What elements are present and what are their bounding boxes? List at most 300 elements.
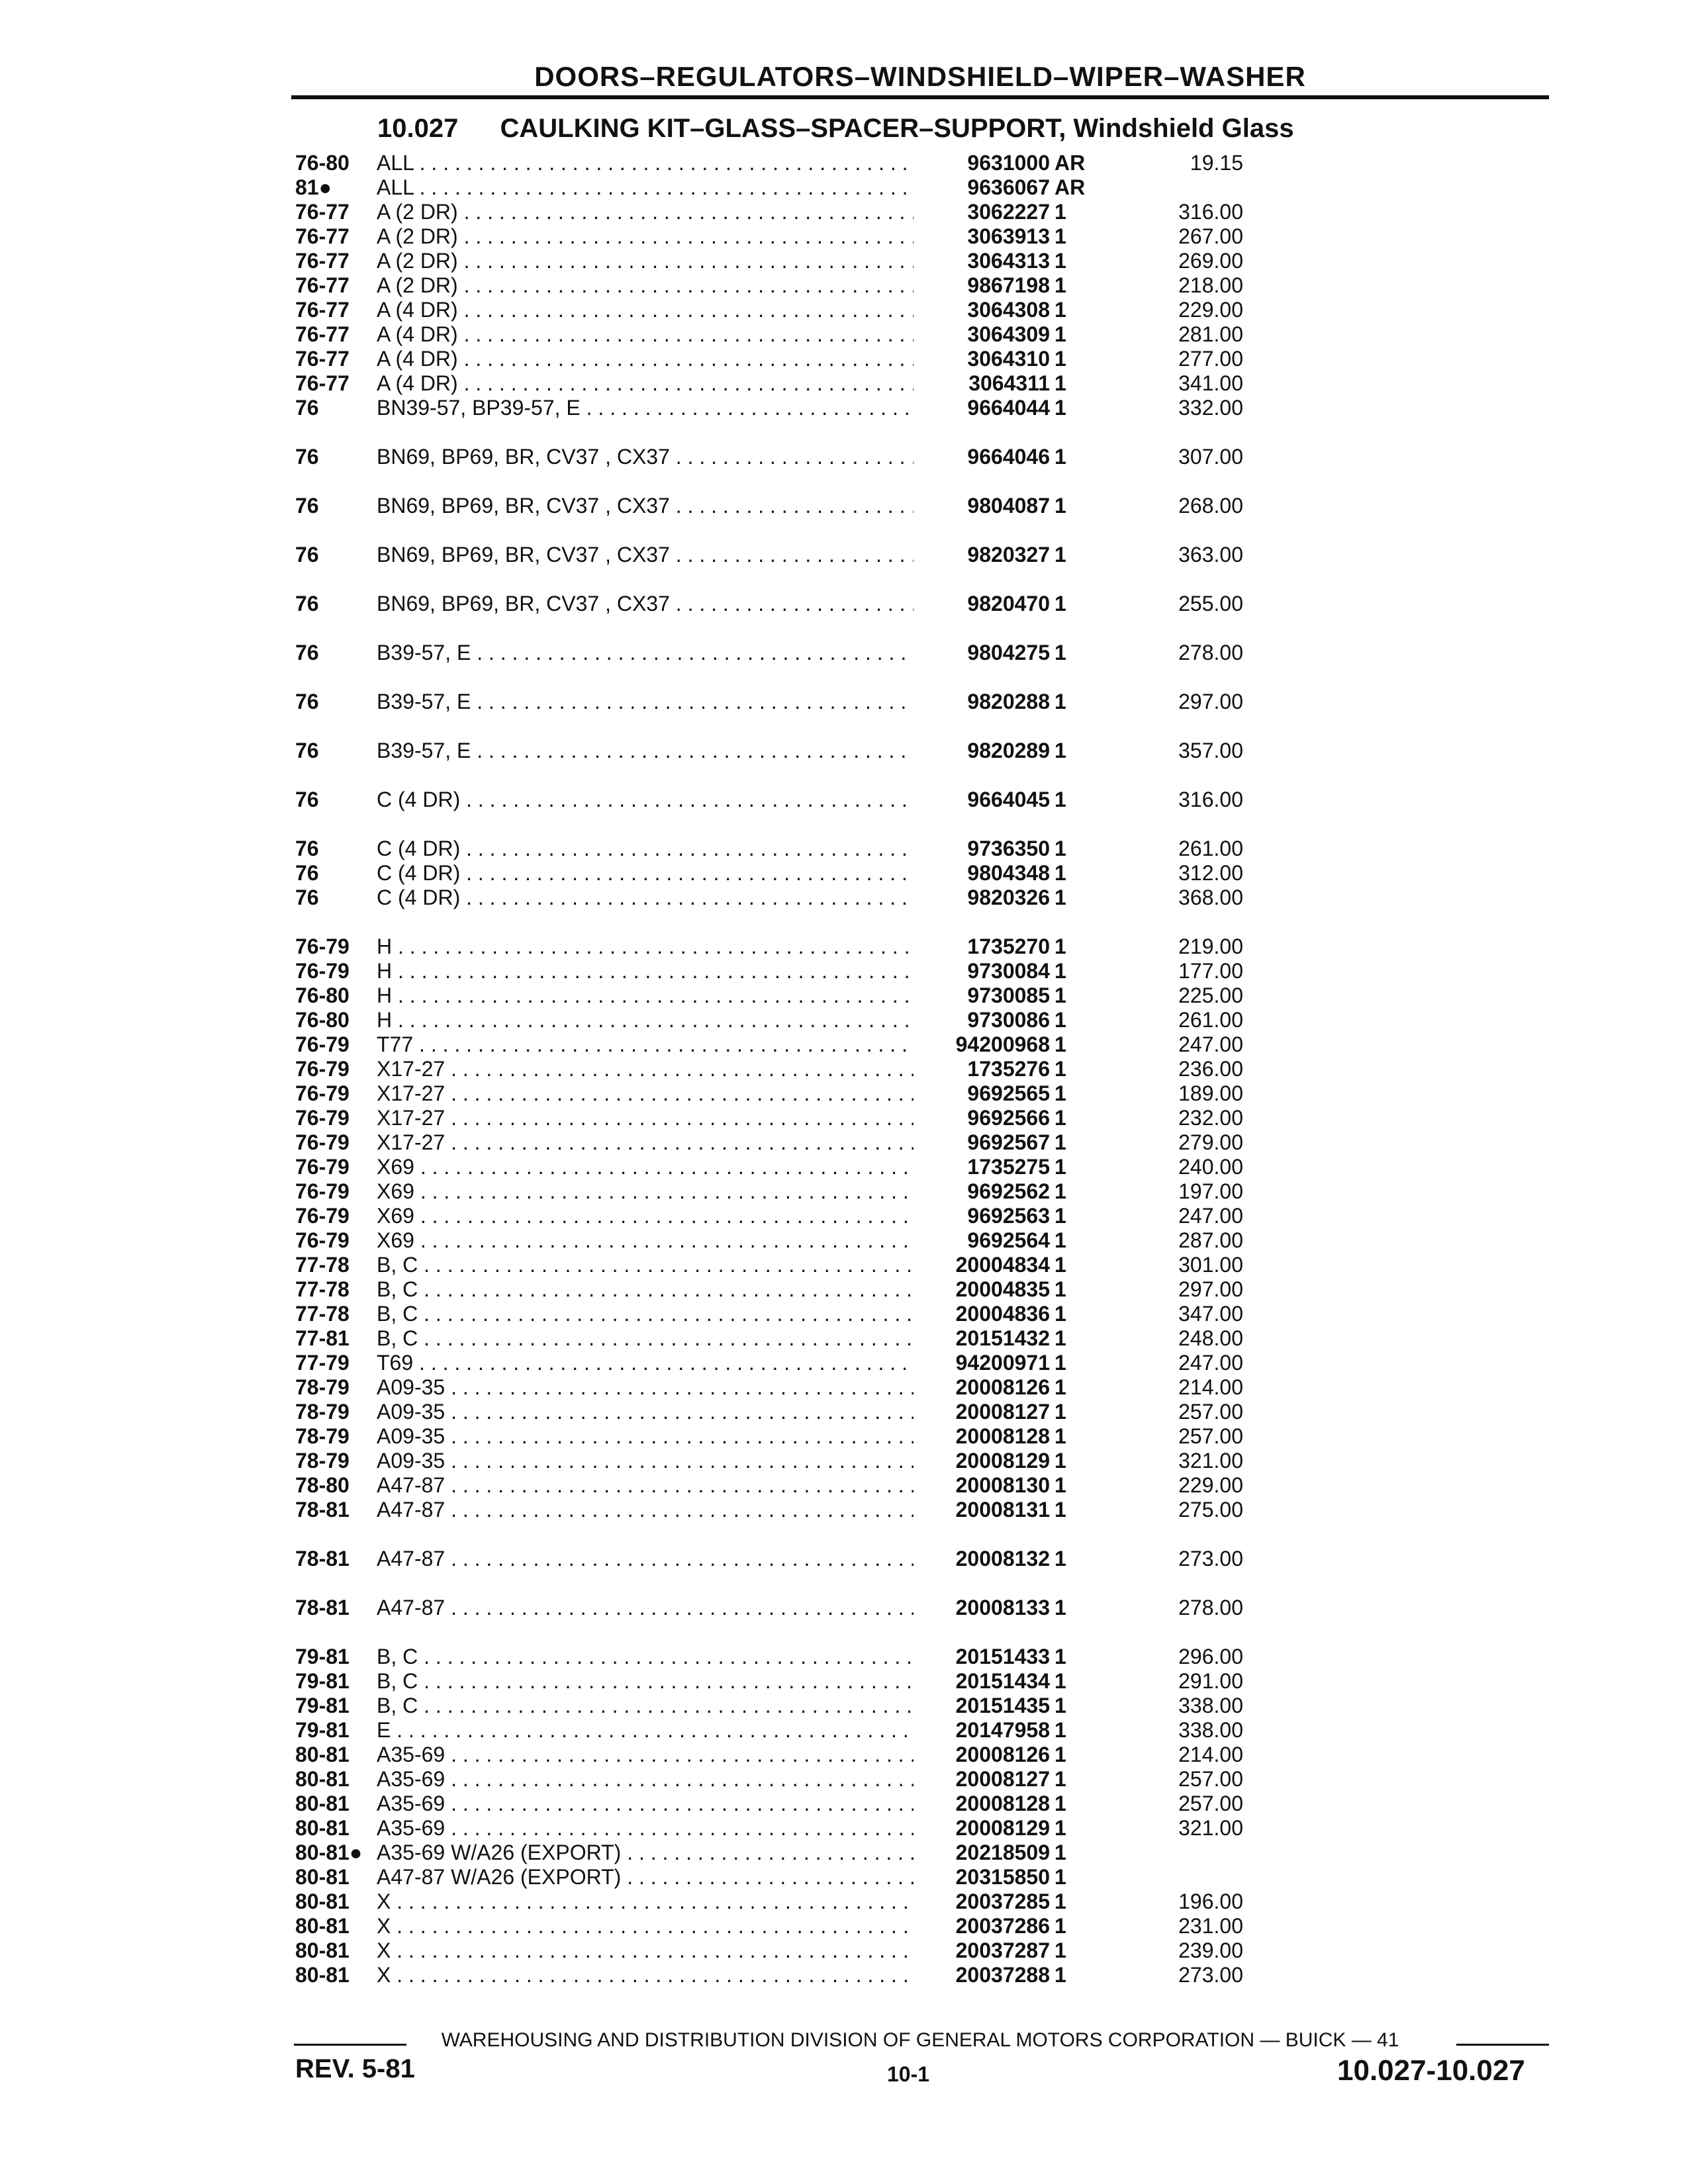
quantity: 1 — [1055, 543, 1066, 567]
year-range: 78-81 — [295, 1547, 350, 1570]
year-range: 76-79 — [295, 1032, 350, 1056]
quantity: 1 — [1055, 249, 1066, 273]
table-row — [295, 1767, 1553, 1792]
price: 231.00 — [1178, 1914, 1243, 1938]
model-code: A47-87 W/A26 (EXPORT) . . . — [377, 1865, 1017, 1889]
quantity: 1 — [1055, 1277, 1066, 1301]
model-code: A (2 DR) . . . — [377, 224, 1017, 249]
year-range: 79-81 — [295, 1669, 350, 1693]
model-code: A35-69 W/A26 (EXPORT) . . . — [377, 1841, 1017, 1865]
quantity: 1 — [1055, 592, 1066, 615]
year-range: 78-79 — [295, 1424, 350, 1448]
part-number: 9730085 — [914, 983, 1050, 1008]
year-range: 77-79 — [295, 1351, 350, 1375]
quantity: 1 — [1055, 1057, 1066, 1081]
model-code: A35-69 . . . — [377, 1767, 1017, 1792]
part-number: 20008127 — [914, 1400, 1050, 1424]
quantity: 1 — [1055, 1400, 1066, 1424]
year-range: 78-79 — [295, 1400, 350, 1424]
price: 219.00 — [1178, 934, 1243, 958]
quantity: 1 — [1055, 371, 1066, 395]
table-row — [295, 1277, 1553, 1302]
quantity: 1 — [1055, 1889, 1066, 1913]
table-row — [295, 1130, 1553, 1155]
year-range: 76-79 — [295, 959, 350, 983]
part-number: 20008128 — [914, 1424, 1050, 1449]
table-row — [295, 445, 1553, 494]
part-number: 20004836 — [914, 1302, 1050, 1326]
model-code: H . . . — [377, 959, 1017, 983]
price: 247.00 — [1178, 1204, 1243, 1228]
quantity: 1 — [1055, 347, 1066, 371]
year-range: 76-80 — [295, 151, 350, 175]
part-number: 3064308 — [914, 298, 1050, 322]
model-code: X17-27 . . . — [377, 1081, 1017, 1106]
year-range: 76-80 — [295, 983, 350, 1007]
price: 279.00 — [1178, 1130, 1243, 1154]
part-number: 9820470 — [914, 592, 1050, 616]
model-code: A35-69 . . . — [377, 1816, 1017, 1841]
model-code: A35-69 . . . — [377, 1792, 1017, 1816]
table-row — [295, 1032, 1553, 1057]
quantity: 1 — [1055, 224, 1066, 248]
part-number: 20151434 — [914, 1669, 1050, 1694]
year-range: 79-81 — [295, 1645, 350, 1668]
quantity: 1 — [1055, 1155, 1066, 1179]
part-number: 20151432 — [914, 1326, 1050, 1351]
part-number: 9692565 — [914, 1081, 1050, 1106]
part-number: 1735275 — [914, 1155, 1050, 1179]
table-row — [295, 543, 1553, 592]
year-range: 76-77 — [295, 347, 350, 371]
model-code: H . . . — [377, 1008, 1017, 1032]
part-number: 20008132 — [914, 1547, 1050, 1571]
year-range: 76 — [295, 445, 319, 469]
price: 357.00 — [1178, 739, 1243, 762]
part-number: 9804087 — [914, 494, 1050, 518]
part-number: 94200968 — [914, 1032, 1050, 1057]
part-number: 20151433 — [914, 1645, 1050, 1669]
model-code: A (4 DR) . . . — [377, 347, 1017, 371]
year-range: 76 — [295, 592, 319, 615]
quantity: 1 — [1055, 1645, 1066, 1668]
model-code: A (2 DR) . . . — [377, 249, 1017, 273]
model-code: A35-69 . . . — [377, 1743, 1017, 1767]
part-number: 20037288 — [914, 1963, 1050, 1987]
year-range: 76-77 — [295, 249, 350, 273]
part-number: 9730084 — [914, 959, 1050, 983]
quantity: 1 — [1055, 886, 1066, 909]
model-code: BN69, BP69, BR, CV37 , CX37 . . . — [377, 543, 1017, 567]
model-code: T77 . . . — [377, 1032, 1017, 1057]
model-code: X69 . . . — [377, 1204, 1017, 1228]
part-number: 20008130 — [914, 1473, 1050, 1498]
price: 287.00 — [1178, 1228, 1243, 1252]
table-row — [295, 1302, 1553, 1326]
price: 229.00 — [1178, 1473, 1243, 1497]
table-row — [295, 886, 1553, 934]
quantity: 1 — [1055, 396, 1066, 420]
year-range: 80-81 — [295, 1938, 350, 1962]
year-range: 78-79 — [295, 1449, 350, 1473]
quantity: 1 — [1055, 837, 1066, 860]
model-code: A47-87 . . . — [377, 1547, 1017, 1571]
part-number: 9636067 — [914, 175, 1050, 200]
price: 273.00 — [1178, 1963, 1243, 1987]
quantity: AR — [1055, 175, 1086, 199]
quantity: 1 — [1055, 1302, 1066, 1326]
year-range: 76-79 — [295, 1081, 350, 1105]
table-row — [295, 273, 1553, 298]
header-rule — [291, 95, 1549, 99]
table-row — [295, 1057, 1553, 1081]
quantity: 1 — [1055, 322, 1066, 346]
model-code: A47-87 . . . — [377, 1473, 1017, 1498]
model-code: X17-27 . . . — [377, 1057, 1017, 1081]
model-code: B, C . . . — [377, 1669, 1017, 1694]
model-code: B, C . . . — [377, 1253, 1017, 1277]
quantity: 1 — [1055, 739, 1066, 762]
table-row — [295, 249, 1553, 273]
part-number: 3064310 — [914, 347, 1050, 371]
year-range: 76-79 — [295, 1179, 350, 1203]
price: 197.00 — [1178, 1179, 1243, 1203]
part-number: 20008126 — [914, 1743, 1050, 1767]
table-row — [295, 1326, 1553, 1351]
section-heading — [377, 114, 1294, 144]
table-row — [295, 739, 1553, 788]
model-code: A (4 DR) . . . — [377, 322, 1017, 347]
quantity: 1 — [1055, 1008, 1066, 1032]
year-range: 76-80 — [295, 1008, 350, 1032]
year-range: 76-79 — [295, 934, 350, 958]
table-row — [295, 983, 1553, 1008]
quantity: 1 — [1055, 1449, 1066, 1473]
price: 236.00 — [1178, 1057, 1243, 1081]
price: 321.00 — [1178, 1816, 1243, 1840]
model-code: C (4 DR) . . . — [377, 788, 1017, 812]
model-code: X17-27 . . . — [377, 1106, 1017, 1130]
model-code: C (4 DR) . . . — [377, 837, 1017, 861]
quantity: 1 — [1055, 1179, 1066, 1203]
price: 248.00 — [1178, 1326, 1243, 1350]
price: 239.00 — [1178, 1938, 1243, 1962]
price: 332.00 — [1178, 396, 1243, 420]
model-code: X69 . . . — [377, 1179, 1017, 1204]
year-range: 80-81● — [295, 1841, 363, 1864]
price: 247.00 — [1178, 1032, 1243, 1056]
model-code: X17-27 . . . — [377, 1130, 1017, 1155]
quantity: 1 — [1055, 1375, 1066, 1399]
table-row — [295, 1889, 1553, 1914]
footer-division: WAREHOUSING AND DISTRIBUTION DIVISION OF GENERAL MOTORS CORPORATION — BUICK — 41 — [441, 2029, 1399, 2051]
price: 312.00 — [1178, 861, 1243, 885]
model-code: A (4 DR) . . . — [377, 298, 1017, 322]
part-number: 94200971 — [914, 1351, 1050, 1375]
year-range: 79-81 — [295, 1718, 350, 1742]
quantity: 1 — [1055, 641, 1066, 664]
year-range: 77-78 — [295, 1277, 350, 1301]
price: 278.00 — [1178, 641, 1243, 664]
model-code: A (2 DR) . . . — [377, 273, 1017, 298]
price: 196.00 — [1178, 1889, 1243, 1913]
price: 257.00 — [1178, 1400, 1243, 1424]
page-header-title: DOORS–REGULATORS–WINDSHIELD–WIPER–WASHER — [534, 61, 1306, 92]
price: 261.00 — [1178, 1008, 1243, 1032]
table-row — [295, 861, 1553, 886]
quantity: 1 — [1055, 1816, 1066, 1840]
model-code: B39-57, E . . . — [377, 739, 1017, 763]
part-number: 1735276 — [914, 1057, 1050, 1081]
price: 297.00 — [1178, 1277, 1243, 1301]
part-number: 20151435 — [914, 1694, 1050, 1718]
table-row — [295, 1155, 1553, 1179]
model-code: A09-35 . . . — [377, 1424, 1017, 1449]
section-number: 10.027 — [377, 114, 459, 143]
part-number: 9664046 — [914, 445, 1050, 469]
price: 218.00 — [1178, 273, 1243, 297]
price: 316.00 — [1178, 788, 1243, 811]
year-range: 76 — [295, 788, 319, 811]
price: 277.00 — [1178, 347, 1243, 371]
quantity: 1 — [1055, 1718, 1066, 1742]
quantity: 1 — [1055, 1204, 1066, 1228]
part-number: 9804348 — [914, 861, 1050, 886]
table-row — [295, 1816, 1553, 1841]
model-code: ALL . . . — [377, 175, 1017, 200]
year-range: 76-77 — [295, 224, 350, 248]
price: 368.00 — [1178, 886, 1243, 909]
table-row — [295, 1596, 1553, 1645]
year-range: 77-78 — [295, 1253, 350, 1277]
table-row — [295, 298, 1553, 322]
model-code: C (4 DR) . . . — [377, 861, 1017, 886]
year-range: 80-81 — [295, 1914, 350, 1938]
model-code: B39-57, E . . . — [377, 690, 1017, 714]
quantity: 1 — [1055, 1424, 1066, 1448]
quantity: 1 — [1055, 1228, 1066, 1252]
table-row — [295, 1743, 1553, 1767]
quantity: 1 — [1055, 1792, 1066, 1815]
model-code: H . . . — [377, 983, 1017, 1008]
table-row — [295, 1547, 1553, 1596]
price: 316.00 — [1178, 200, 1243, 224]
quantity: 1 — [1055, 1865, 1066, 1889]
part-number: 9804275 — [914, 641, 1050, 665]
table-row — [295, 1841, 1553, 1865]
table-row — [295, 1645, 1553, 1669]
part-number: 9730086 — [914, 1008, 1050, 1032]
table-row — [295, 494, 1553, 543]
year-range: 76-79 — [295, 1228, 350, 1252]
price: 240.00 — [1178, 1155, 1243, 1179]
model-code: X . . . — [377, 1889, 1017, 1914]
price: 261.00 — [1178, 837, 1243, 860]
table-row — [295, 641, 1553, 690]
quantity: 1 — [1055, 788, 1066, 811]
quantity: 1 — [1055, 1081, 1066, 1105]
part-number: 20008126 — [914, 1375, 1050, 1400]
part-number: 3064309 — [914, 322, 1050, 347]
part-number: 20315850 — [914, 1865, 1050, 1889]
year-range: 80-81 — [295, 1816, 350, 1840]
model-code: A (4 DR) . . . — [377, 371, 1017, 396]
part-number: 9820288 — [914, 690, 1050, 714]
price: 189.00 — [1178, 1081, 1243, 1105]
part-number: 20008127 — [914, 1767, 1050, 1792]
quantity: AR — [1055, 151, 1086, 175]
price: 347.00 — [1178, 1302, 1243, 1326]
table-row — [295, 1351, 1553, 1375]
table-row — [295, 1914, 1553, 1938]
quantity: 1 — [1055, 1498, 1066, 1522]
model-code: H . . . — [377, 934, 1017, 959]
table-row — [295, 959, 1553, 983]
part-number: 9820327 — [914, 543, 1050, 567]
quantity: 1 — [1055, 934, 1066, 958]
quantity: 1 — [1055, 1130, 1066, 1154]
price: 214.00 — [1178, 1743, 1243, 1766]
year-range: 76-77 — [295, 200, 350, 224]
part-number: 9631000 — [914, 151, 1050, 175]
year-range: 76-79 — [295, 1057, 350, 1081]
quantity: 1 — [1055, 690, 1066, 713]
year-range: 80-81 — [295, 1767, 350, 1791]
model-code: B, C . . . — [377, 1694, 1017, 1718]
quantity: 1 — [1055, 273, 1066, 297]
part-number: 20147958 — [914, 1718, 1050, 1743]
table-row — [295, 151, 1553, 175]
part-number: 9692566 — [914, 1106, 1050, 1130]
price: 257.00 — [1178, 1767, 1243, 1791]
part-number: 20008133 — [914, 1596, 1050, 1620]
table-row — [295, 1473, 1553, 1498]
year-range: 80-81 — [295, 1865, 350, 1889]
model-code: A47-87 . . . — [377, 1596, 1017, 1620]
model-code: X69 . . . — [377, 1228, 1017, 1253]
price: 296.00 — [1178, 1645, 1243, 1668]
model-code: X . . . — [377, 1963, 1017, 1987]
part-number: 20008129 — [914, 1449, 1050, 1473]
table-row — [295, 1008, 1553, 1032]
table-row — [295, 1498, 1553, 1547]
price: 363.00 — [1178, 543, 1243, 567]
table-row — [295, 1865, 1553, 1889]
part-number: 9867198 — [914, 273, 1050, 298]
price: 225.00 — [1178, 983, 1243, 1007]
quantity: 1 — [1055, 983, 1066, 1007]
year-range: 76 — [295, 739, 319, 762]
quantity: 1 — [1055, 861, 1066, 885]
price: 321.00 — [1178, 1449, 1243, 1473]
part-number: 20218509 — [914, 1841, 1050, 1865]
footer-rule-left — [294, 2044, 406, 2046]
part-number: 20037285 — [914, 1889, 1050, 1914]
quantity: 1 — [1055, 1032, 1066, 1056]
year-range: 76 — [295, 641, 319, 664]
model-code: A47-87 . . . — [377, 1498, 1017, 1522]
part-number: 9820326 — [914, 886, 1050, 910]
quantity: 1 — [1055, 200, 1066, 224]
part-number: 9692564 — [914, 1228, 1050, 1253]
table-row — [295, 1204, 1553, 1228]
quantity: 1 — [1055, 1326, 1066, 1350]
table-row — [295, 1424, 1553, 1449]
part-number: 3063913 — [914, 224, 1050, 249]
model-code: BN69, BP69, BR, CV37 , CX37 . . . — [377, 592, 1017, 616]
year-range: 78-81 — [295, 1596, 350, 1619]
part-number: 20037287 — [914, 1938, 1050, 1963]
year-range: 80-81 — [295, 1889, 350, 1913]
footer-page-number: 10-1 — [887, 2062, 930, 2086]
price: 275.00 — [1178, 1498, 1243, 1522]
price: 301.00 — [1178, 1253, 1243, 1277]
model-code: B, C . . . — [377, 1645, 1017, 1669]
quantity: 1 — [1055, 445, 1066, 469]
year-range: 78-80 — [295, 1473, 350, 1497]
table-row — [295, 837, 1553, 861]
model-code: BN69, BP69, BR, CV37 , CX37 . . . — [377, 445, 1017, 469]
quantity: 1 — [1055, 1547, 1066, 1570]
price: 257.00 — [1178, 1792, 1243, 1815]
quantity: 1 — [1055, 1694, 1066, 1717]
table-row — [295, 1449, 1553, 1473]
part-number: 3064313 — [914, 249, 1050, 273]
model-code: BN69, BP69, BR, CV37 , CX37 . . . — [377, 494, 1017, 518]
table-row — [295, 224, 1553, 249]
year-range: 76-79 — [295, 1204, 350, 1228]
year-range: 76-79 — [295, 1106, 350, 1130]
table-row — [295, 1253, 1553, 1277]
footer-revision: REV. 5-81 — [295, 2054, 415, 2083]
price: 229.00 — [1178, 298, 1243, 322]
table-row — [295, 690, 1553, 739]
model-code: BN39-57, BP39-57, E . . . — [377, 396, 1017, 420]
model-code: A09-35 . . . — [377, 1375, 1017, 1400]
part-number: 9820289 — [914, 739, 1050, 763]
table-row — [295, 1718, 1553, 1743]
year-range: 78-81 — [295, 1498, 350, 1522]
year-range: 76 — [295, 690, 319, 713]
table-row — [295, 934, 1553, 959]
model-code: B, C . . . — [377, 1302, 1017, 1326]
price: 338.00 — [1178, 1718, 1243, 1742]
table-row — [295, 1375, 1553, 1400]
quantity: 1 — [1055, 1473, 1066, 1497]
year-range: 77-81 — [295, 1326, 350, 1350]
model-code: ALL . . . — [377, 151, 1017, 175]
quantity: 1 — [1055, 1743, 1066, 1766]
quantity: 1 — [1055, 1938, 1066, 1962]
year-range: 79-81 — [295, 1694, 350, 1717]
price: 278.00 — [1178, 1596, 1243, 1619]
model-code: B, C . . . — [377, 1277, 1017, 1302]
quantity: 1 — [1055, 959, 1066, 983]
price: 291.00 — [1178, 1669, 1243, 1693]
year-range: 76-79 — [295, 1155, 350, 1179]
price: 214.00 — [1178, 1375, 1243, 1399]
price: 307.00 — [1178, 445, 1243, 469]
part-number: 3064311 — [914, 371, 1050, 396]
quantity: 1 — [1055, 1106, 1066, 1130]
price: 281.00 — [1178, 322, 1243, 346]
table-row — [295, 1228, 1553, 1253]
price: 338.00 — [1178, 1694, 1243, 1717]
table-row — [295, 1963, 1553, 1987]
table-row — [295, 1792, 1553, 1816]
price: 232.00 — [1178, 1106, 1243, 1130]
quantity: 1 — [1055, 1669, 1066, 1693]
